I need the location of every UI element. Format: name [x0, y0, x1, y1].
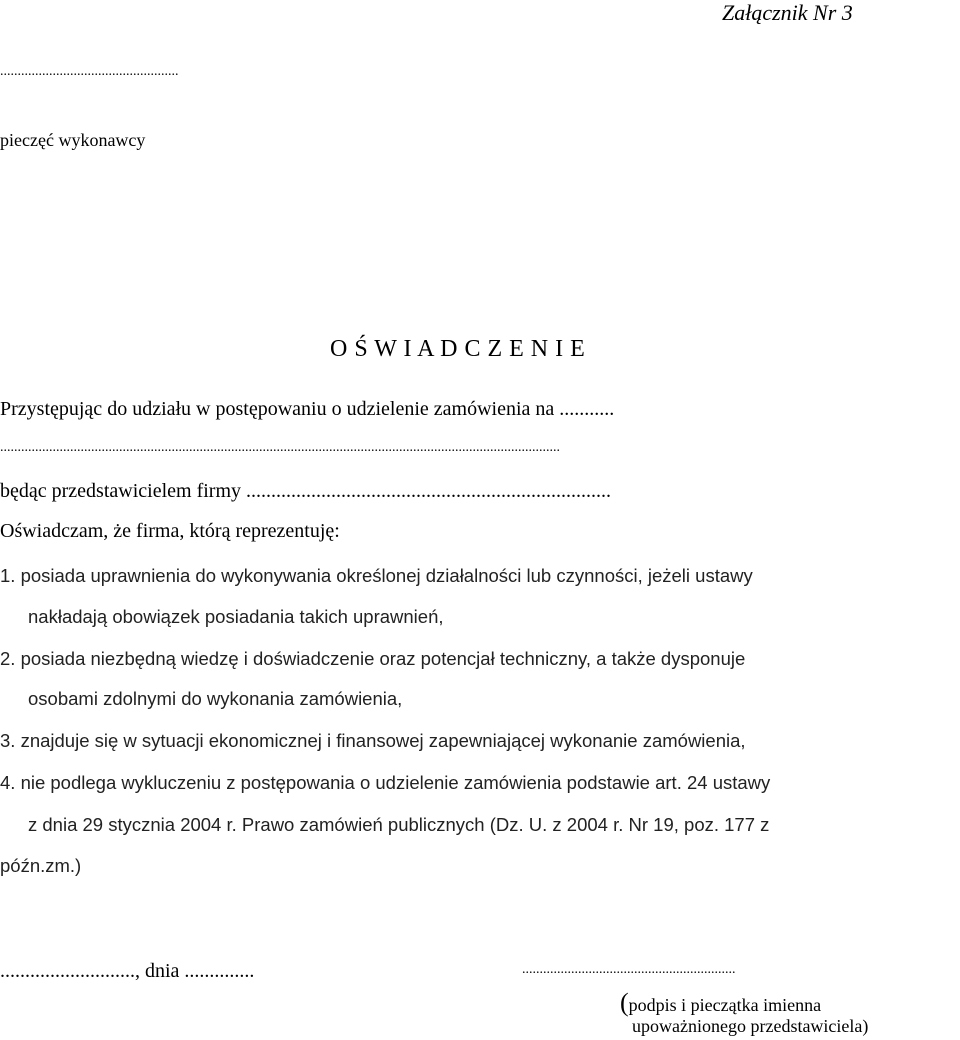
intro-line: Przystępując do udziału w postępowaniu o udzielenie zamówienia na ........... [0, 398, 615, 420]
representative-line: będąc przedstawicielem firmy ......................................................................... [0, 480, 611, 502]
point-4-line-1: 4. nie podlega wykluczeniu z postępowania o udzielenie zamówienia podstawie art. 24 ustawy [0, 772, 771, 793]
point-4-line-3: późn.zm.) [0, 855, 82, 876]
point-1-line-2: nakładają obowiązek posiadania takich uprawnień, [28, 606, 444, 627]
place-date-line: ..........................., dnia .............. [0, 960, 255, 982]
stamp-label: pieczęć wykonawcy [0, 130, 146, 150]
signature-caption-line-2: upoważnionego przedstawiciela) [632, 1016, 869, 1036]
annex-label: Załącznik Nr 3 [722, 0, 853, 25]
declare-line: Oświadczam, że firma, którą reprezentuję: [0, 520, 340, 542]
point-1-line-1: 1. posiada uprawnienia do wykonywania określonej działalności lub czynności, jeżeli ustawy [0, 565, 753, 586]
document-title: O Ś W I A D C Z E N I E [330, 336, 586, 362]
dots-line: ................................................................................................................................................................ [0, 440, 560, 455]
stamp-dots: ................................................... [0, 64, 179, 79]
signature-caption-text: podpis i pieczątka imienna [628, 995, 822, 1015]
signature-caption-line-1 [620, 988, 821, 1018]
point-3: 3. znajduje się w sytuacji ekonomicznej i finansowej zapewniającej wykonanie zamówienia, [0, 730, 746, 751]
point-4-line-2: z dnia 29 stycznia 2004 r. Prawo zamówień publicznych (Dz. U. z 2004 r. Nr 19, poz. 177 z [28, 814, 770, 835]
open-paren: ( [620, 988, 629, 1017]
point-2-line-1: 2. posiada niezbędną wiedzę i doświadczenie oraz potencjał techniczny, a także dysponuje [0, 648, 746, 669]
signature-dots: ............................................................. [522, 962, 736, 977]
point-2-line-2: osobami zdolnymi do wykonania zamówienia, [28, 688, 403, 709]
